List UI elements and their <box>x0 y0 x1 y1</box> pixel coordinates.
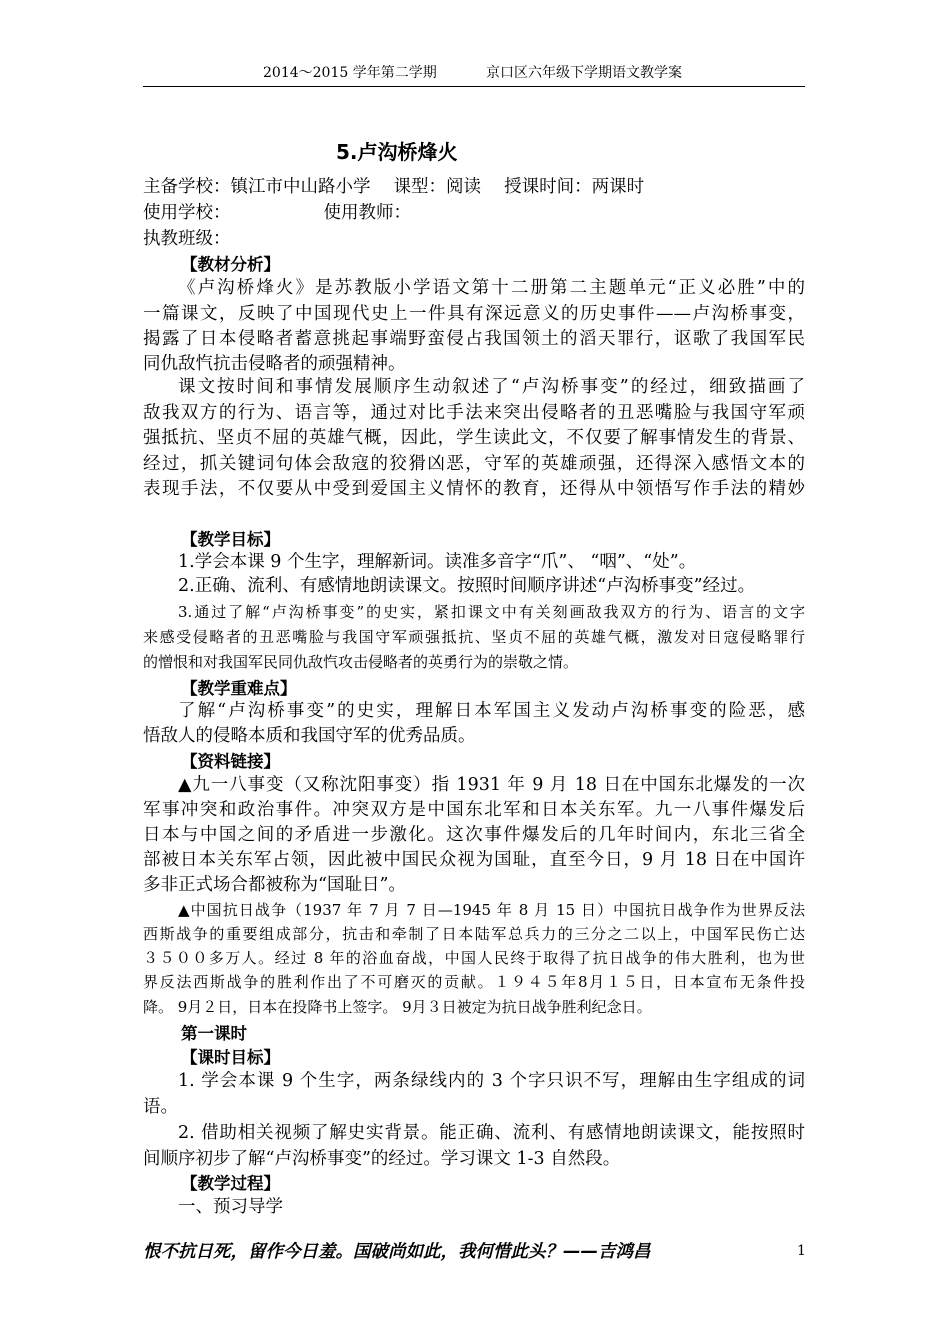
paragraph-line: ▲中国抗日战争（1937 年 7 月 7 日—1945 年 8 月 15 日）中国抗日战争作为世界反法 <box>178 901 805 919</box>
paragraph-line: 《卢沟桥烽火》是苏教版小学语文第十二册第二主题单元“正义必胜”中的 <box>178 278 805 298</box>
section-heading-process: 【教学过程】 <box>181 1174 280 1193</box>
paragraph-line: 部被日本关东军占领，因此被中国民众视为国耻，直至今日，9 月 18 日在中国许 <box>143 850 805 870</box>
goal-item: 来感受侵略者的丑恶嘴脸与我国守军顽强抵抗、坚贞不屈的英雄气概，激发对日寇侵略罪行 <box>143 628 805 646</box>
paragraph-line: 了解“卢沟桥事变”的史实，理解日本军国主义发动卢沟桥事变的险恶，感 <box>178 701 805 721</box>
section-heading-lesson-goals: 【课时目标】 <box>181 1048 280 1067</box>
info-line-class: 执教班级： <box>143 229 231 249</box>
paragraph-line: ▲九一八事变（又称沈阳事变）指 1931 年 9 月 18 日在中国东北爆发的一次 <box>178 775 805 795</box>
process-step: 一、预习导学 <box>178 1197 283 1217</box>
lesson-heading: 第一课时 <box>181 1024 247 1043</box>
paragraph-line: 日本与中国之间的矛盾进一步激化。这次事件爆发后的几年时间内，东北三省全 <box>143 825 805 845</box>
header-divider <box>143 86 805 87</box>
paragraph-line: 语。 <box>143 1097 178 1117</box>
goal-item: 3.通过了解“卢沟桥事变”的史实，紧扣课文中有关刻画敌我双方的行为、语言的文字 <box>178 603 805 621</box>
page-number: 1 <box>797 1243 806 1259</box>
paragraph-line: 同仇敌忾抗击侵略者的顽强精神。 <box>143 354 406 374</box>
paragraph-line: 悟敌人的侵略本质和我国守军的优秀品质。 <box>143 726 476 746</box>
section-heading-material: 【教材分析】 <box>181 255 280 274</box>
goal-item: 1.学会本课 9 个生字，理解新词。读准多音字“爪”、 “咽”、“处”。 <box>178 552 697 572</box>
paragraph-line: 表现手法，不仅要从中受到爱国主义情怀的教育，还得从中领悟写作手法的精妙 <box>143 479 805 499</box>
goal-item: 2.正确、流利、有感情地朗读课文。按照时间顺序讲述“卢沟桥事变”经过。 <box>178 576 756 596</box>
footer-quote: 恨不抗日死，留作今日羞。国破尚如此，我何惜此头？——吉鸿昌 <box>143 1242 651 1262</box>
section-heading-resources: 【资料链接】 <box>181 752 280 771</box>
paragraph-line: 一篇课文，反映了中国现代史上一件具有深远意义的历史事件——卢沟桥事变， <box>143 304 805 324</box>
paragraph-line: 间顺序初步了解“卢沟桥事变”的经过。学习课文 1-3 自然段。 <box>143 1149 621 1169</box>
header-semester: 2014～2015 学年第二学期 <box>263 65 437 81</box>
page-title: 5.卢沟桥烽火 <box>336 140 458 164</box>
paragraph-line: 界反法西斯战争的胜利作出了不可磨灭的贡献。１９４５年8月１５日，日本宣布无条件投 <box>143 973 805 991</box>
paragraph-line: 2. 借助相关视频了解史实背景。能正确、流利、有感情地朗读课文，能按照时 <box>178 1123 805 1143</box>
paragraph-line: 揭露了日本侵略者蓄意挑起事端野蛮侵占我国领土的滔天罪行，讴歌了我国军民 <box>143 329 805 349</box>
paragraph-line: 课文按时间和事情发展顺序生动叙述了“卢沟桥事变”的经过，细致描画了 <box>178 377 805 397</box>
paragraph-line: 1. 学会本课 9 个生字，两条绿线内的 3 个字只识不写，理解由生字组成的词 <box>178 1071 805 1091</box>
goal-item: 的憎恨和对我国军民同仇敌忾攻击侵略者的英勇行为的崇敬之情。 <box>143 653 579 671</box>
paragraph-line: 经过，抓关键词句体会敌寇的狡猾凶恶，守军的英雄顽强，还得深入感悟文本的 <box>143 454 805 474</box>
header-district: 京口区六年级下学期语文教学案 <box>486 65 682 81</box>
paragraph-line: 西斯战争的重要组成部分，抗击和牵制了日本陆军总兵力的三分之二以上，中国军民伤亡达 <box>143 925 805 943</box>
paragraph-line: 多非正式场合都被称为“国耻日”。 <box>143 875 406 895</box>
paragraph-line: 敌我双方的行为、语言等，通过对比手法来突出侵略者的丑恶嘴脸与我国守军顽 <box>143 403 805 423</box>
section-heading-key-points: 【教学重难点】 <box>181 679 297 698</box>
paragraph-line: 强抵抗、坚贞不屈的英雄气概，因此，学生读此文，不仅要了解事情发生的背景、 <box>143 428 805 448</box>
section-heading-goals: 【教学目标】 <box>181 530 280 549</box>
info-line-school: 主备学校：镇江市中山路小学 课型：阅读 授课时间：两课时 <box>143 177 645 197</box>
paragraph-line: 军事冲突和政治事件。冲突双方是中国东北军和日本关东军。九一八事件爆发后 <box>143 800 805 820</box>
info-line-usage: 使用学校： 使用教师： <box>143 203 412 223</box>
paragraph-line: 降。 9月２日，日本在投降书上签字。 9月３日被定为抗日战争胜利纪念日。 <box>143 998 652 1016</box>
paragraph-line: ３５００多万人。经过 8 年的浴血奋战，中国人民终于取得了抗日战争的伟大胜利，也为世 <box>143 949 805 967</box>
